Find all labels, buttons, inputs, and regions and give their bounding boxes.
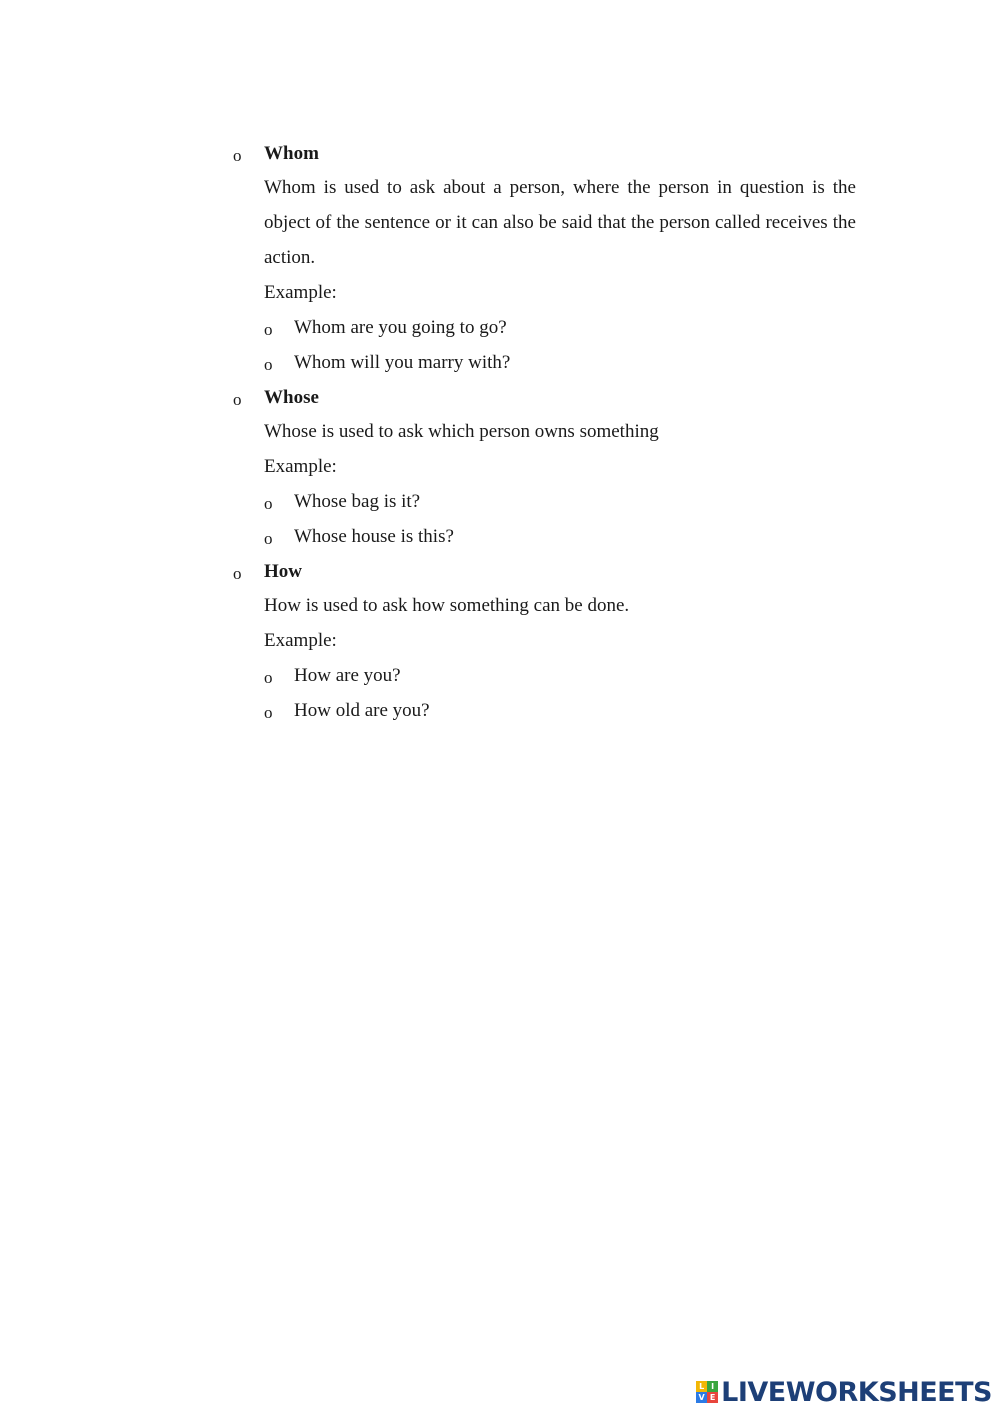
example-item: How old are you? xyxy=(294,700,430,721)
description-whom: Whom is used to ask about a person, where the person in question is the object of the sentence or it can also be said that the person called receives the action. xyxy=(264,177,856,268)
description-whose: Whose is used to ask which person owns something xyxy=(264,421,659,442)
example-bullet: o xyxy=(264,529,273,548)
description-how: How is used to ask how something can be done. xyxy=(264,595,630,616)
heading-how: How xyxy=(264,561,302,582)
example-bullet: o xyxy=(264,668,273,687)
example-item: Whose house is this? xyxy=(294,526,454,547)
liveworksheets-logo-icon: L I V E xyxy=(696,1381,718,1403)
example-bullet: o xyxy=(264,703,273,722)
section-bullet-how: o xyxy=(233,564,242,583)
section-bullet-whose: o xyxy=(233,390,242,409)
heading-whom: Whom xyxy=(264,143,319,164)
example-label-how: Example: xyxy=(264,630,337,651)
liveworksheets-logo-text: LIVEWORKSHEETS xyxy=(721,1376,992,1408)
example-bullet: o xyxy=(264,494,273,513)
example-label-whose: Example: xyxy=(264,456,337,477)
section-bullet-whom: o xyxy=(233,146,242,165)
example-bullet: o xyxy=(264,355,273,374)
example-item: Whom are you going to go? xyxy=(294,317,507,338)
example-label-whom: Example: xyxy=(264,282,337,303)
example-bullet: o xyxy=(264,320,273,339)
example-item: How are you? xyxy=(294,665,401,686)
example-item: Whom will you marry with? xyxy=(294,352,511,373)
liveworksheets-logo xyxy=(696,1377,992,1407)
example-item: Whose bag is it? xyxy=(294,491,421,512)
heading-whose: Whose xyxy=(264,387,319,408)
